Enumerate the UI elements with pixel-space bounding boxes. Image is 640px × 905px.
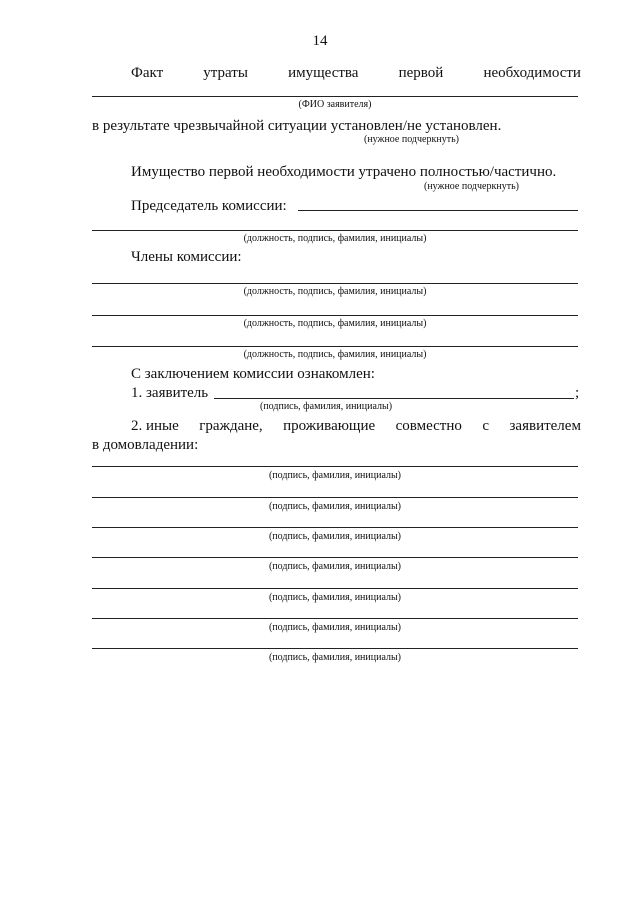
members-label: Члены комиссии:	[131, 249, 242, 265]
citizen-hint-1: (подпись, фамилия, инициалы)	[268, 470, 402, 481]
property-text: Имущество первой необходимости утрачено полностью/частично.	[131, 164, 557, 180]
applicant-label: 1. заявитель	[131, 385, 209, 401]
emergency-text: в результате чрезвычайной ситуации установлен/не установлен.	[92, 118, 502, 134]
fact-word: первой	[398, 65, 444, 81]
member-hint-3: (должность, подпись, фамилия, инициалы)	[243, 349, 427, 360]
citizens-word: с	[482, 418, 490, 434]
applicant-name-line[interactable]	[92, 96, 578, 97]
fact-word: Факт	[131, 65, 164, 81]
citizens-word: граждане,	[199, 418, 263, 434]
applicant-end: ;	[575, 385, 580, 401]
fact-line	[131, 64, 581, 82]
page-number: 14	[312, 33, 328, 49]
member-line-1[interactable]	[92, 283, 578, 284]
citizen-hint-2: (подпись, фамилия, инициалы)	[268, 501, 402, 512]
applicant-name-hint: (ФИО заявителя)	[298, 99, 372, 110]
underline-hint-2: (нужное подчеркнуть)	[424, 181, 519, 192]
citizens-word: совместно	[395, 418, 462, 434]
member-line-3[interactable]	[92, 346, 578, 347]
member-hint-2: (должность, подпись, фамилия, инициалы)	[243, 318, 427, 329]
citizen-line-7[interactable]	[92, 648, 578, 649]
citizen-line-6[interactable]	[92, 618, 578, 619]
member-hint-1: (должность, подпись, фамилия, инициалы)	[243, 286, 427, 297]
citizen-hint-6: (подпись, фамилия, инициалы)	[268, 622, 402, 633]
citizens-word: 2. иные	[131, 418, 179, 434]
citizens-word: проживающие	[283, 418, 376, 434]
citizen-line-5[interactable]	[92, 588, 578, 589]
chairman-position-hint: (должность, подпись, фамилия, инициалы)	[243, 233, 427, 244]
citizen-line-2[interactable]	[92, 497, 578, 498]
chairman-position-line[interactable]	[92, 230, 578, 231]
fact-word: имущества	[288, 65, 359, 81]
citizen-line-3[interactable]	[92, 527, 578, 528]
chairman-signature-line[interactable]	[298, 210, 578, 211]
other-citizens-line	[131, 417, 581, 435]
citizen-hint-3: (подпись, фамилия, инициалы)	[268, 531, 402, 542]
other-citizens-continuation: в домовладении:	[92, 437, 199, 453]
citizens-word: заявителем	[509, 418, 581, 434]
member-line-2[interactable]	[92, 315, 578, 316]
chairman-label: Председатель комиссии:	[131, 198, 287, 214]
underline-hint-1: (нужное подчеркнуть)	[364, 134, 459, 145]
applicant-signature-line[interactable]	[214, 398, 574, 399]
citizen-hint-4: (подпись, фамилия, инициалы)	[268, 561, 402, 572]
citizen-hint-5: (подпись, фамилия, инициалы)	[268, 592, 402, 603]
citizen-line-1[interactable]	[92, 466, 578, 467]
fact-word: утраты	[203, 65, 248, 81]
citizen-hint-7: (подпись, фамилия, инициалы)	[268, 652, 402, 663]
acquainted-text: С заключением комиссии ознакомлен:	[131, 366, 375, 382]
citizen-line-4[interactable]	[92, 557, 578, 558]
fact-word: необходимости	[483, 65, 581, 81]
applicant-signature-hint: (подпись, фамилия, инициалы)	[260, 401, 393, 412]
